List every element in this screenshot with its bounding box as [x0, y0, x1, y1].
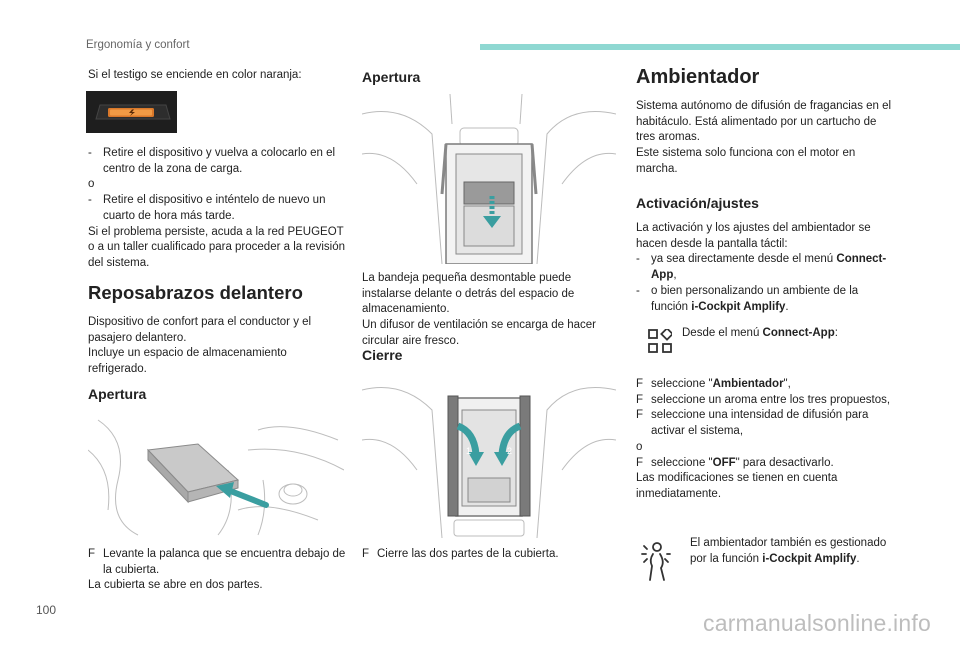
charging-warning-image [86, 91, 177, 133]
icockpit-tip: El ambientador también es gestionado por la función i-Cockpit Amplify. [690, 537, 887, 565]
step-select-off: F seleccione "OFF" para desactivarlo. [636, 456, 834, 469]
step-mark: F [362, 548, 370, 560]
option-icockpit: - o bien personalizando un ambiente de la función i-Cockpit Amplify. [636, 284, 859, 313]
bullet-mark: - [88, 194, 92, 207]
step-bold: OFF [712, 456, 736, 469]
person-icockpit-icon [640, 540, 672, 584]
warning-intro: Si el testigo se enciende en color naranja: [88, 69, 302, 81]
option-text: o bien personalizando un ambiente de la función [651, 284, 859, 313]
step-close-cover [362, 547, 618, 563]
step-text: Cierre las dos partes de la cubierta. [377, 548, 559, 560]
step-text: Levante la palanca que se encuentra debajo de la cubierta. [103, 548, 346, 576]
section-title-armrest: Reposabrazos delantero [88, 282, 303, 303]
step-select-aroma: F seleccione un aroma entre los tres propuestos, [636, 393, 891, 406]
bullet-text: Retire el dispositivo y vuelva a colocarlo en el centro de la zona de carga. [103, 147, 336, 175]
persist-text: Si el problema persiste, acuda a la red PEUGEOT o a un taller cualificado para proceder a la revisión del sistema. [88, 225, 345, 269]
bullet-text: Retire el dispositivo e inténtelo de nuevo un cuarto de hora más tarde. [103, 194, 326, 222]
charging-tray-icon [86, 91, 177, 133]
header-accent-bar [480, 44, 960, 50]
or-separator: o [636, 440, 643, 453]
step-lift-lever [88, 547, 346, 578]
ambientador-description-1: Sistema autónomo de difusión de fragancias en el habitáculo. Está alimentado por un cartucho de tres aromas. [636, 100, 892, 144]
changes-note: Las modificaciones se tienen en cuenta inmediatamente. [636, 472, 838, 500]
bullet-retry-center [88, 146, 346, 177]
option-text: ya sea directamente desde el menú [651, 253, 837, 266]
armrest-description-1: Dispositivo de confort para el conductor y el pasajero delantero. [88, 316, 312, 344]
subtitle-activation: Activación/ajustes [636, 195, 759, 211]
menu-bold: Connect-App [762, 327, 835, 339]
tray-description: La bandeja pequeña desmontable puede instalarse delante o detrás del espacio de almacenamiento. [362, 272, 575, 316]
page-number: 100 [36, 603, 57, 617]
step-select-intensity: F seleccione una intensidad de difusión para activar el sistema, [636, 409, 869, 438]
menu-instruction: Desde el menú Connect-App: [682, 327, 838, 339]
subtitle-closing: Cierre [362, 347, 403, 363]
subtitle-opening-lever: Apertura [88, 386, 147, 402]
badge-2: 2 [507, 446, 513, 456]
option-bold: Connect-App [651, 253, 887, 282]
storage-open-illustration [362, 94, 616, 264]
badge-1: 1 [466, 446, 472, 456]
section-header: Ergonomía y confort [86, 39, 190, 51]
bullet-mark: - [88, 147, 92, 159]
step-note: La cubierta se abre en dos partes. [88, 579, 263, 592]
option-connect-app: - ya sea directamente desde el menú Connect-App, [636, 253, 887, 282]
step-bold: Ambientador [712, 378, 784, 390]
step-mark: F [88, 548, 96, 560]
ambientador-description-2: Este sistema solo funciona con el motor en marcha. [636, 147, 856, 175]
option-bold: i-Cockpit Amplify [691, 300, 786, 313]
tip-bold: i-Cockpit Amplify [762, 552, 857, 565]
armrest-lever-illustration [88, 410, 344, 538]
ventilation-description: Un difusor de ventilación se encarga de hacer circular aire fresco. [362, 319, 596, 347]
bullet-retry-later [88, 193, 346, 224]
or-separator: o [88, 178, 95, 191]
storage-close-illustration [362, 370, 616, 538]
apps-grid-icon [648, 329, 672, 353]
subtitle-opening: Apertura [362, 69, 421, 85]
armrest-description-2: Incluye un espacio de almacenamiento refrigerado. [88, 347, 287, 376]
activation-intro: La activación y los ajustes del ambientador se hacen desde la pantalla táctil: [636, 222, 871, 250]
watermark: carmanualsonline.info [703, 610, 931, 636]
section-title-ambientador: Ambientador [636, 66, 760, 88]
step-select-ambientador: F seleccione "Ambientador", [636, 378, 791, 390]
